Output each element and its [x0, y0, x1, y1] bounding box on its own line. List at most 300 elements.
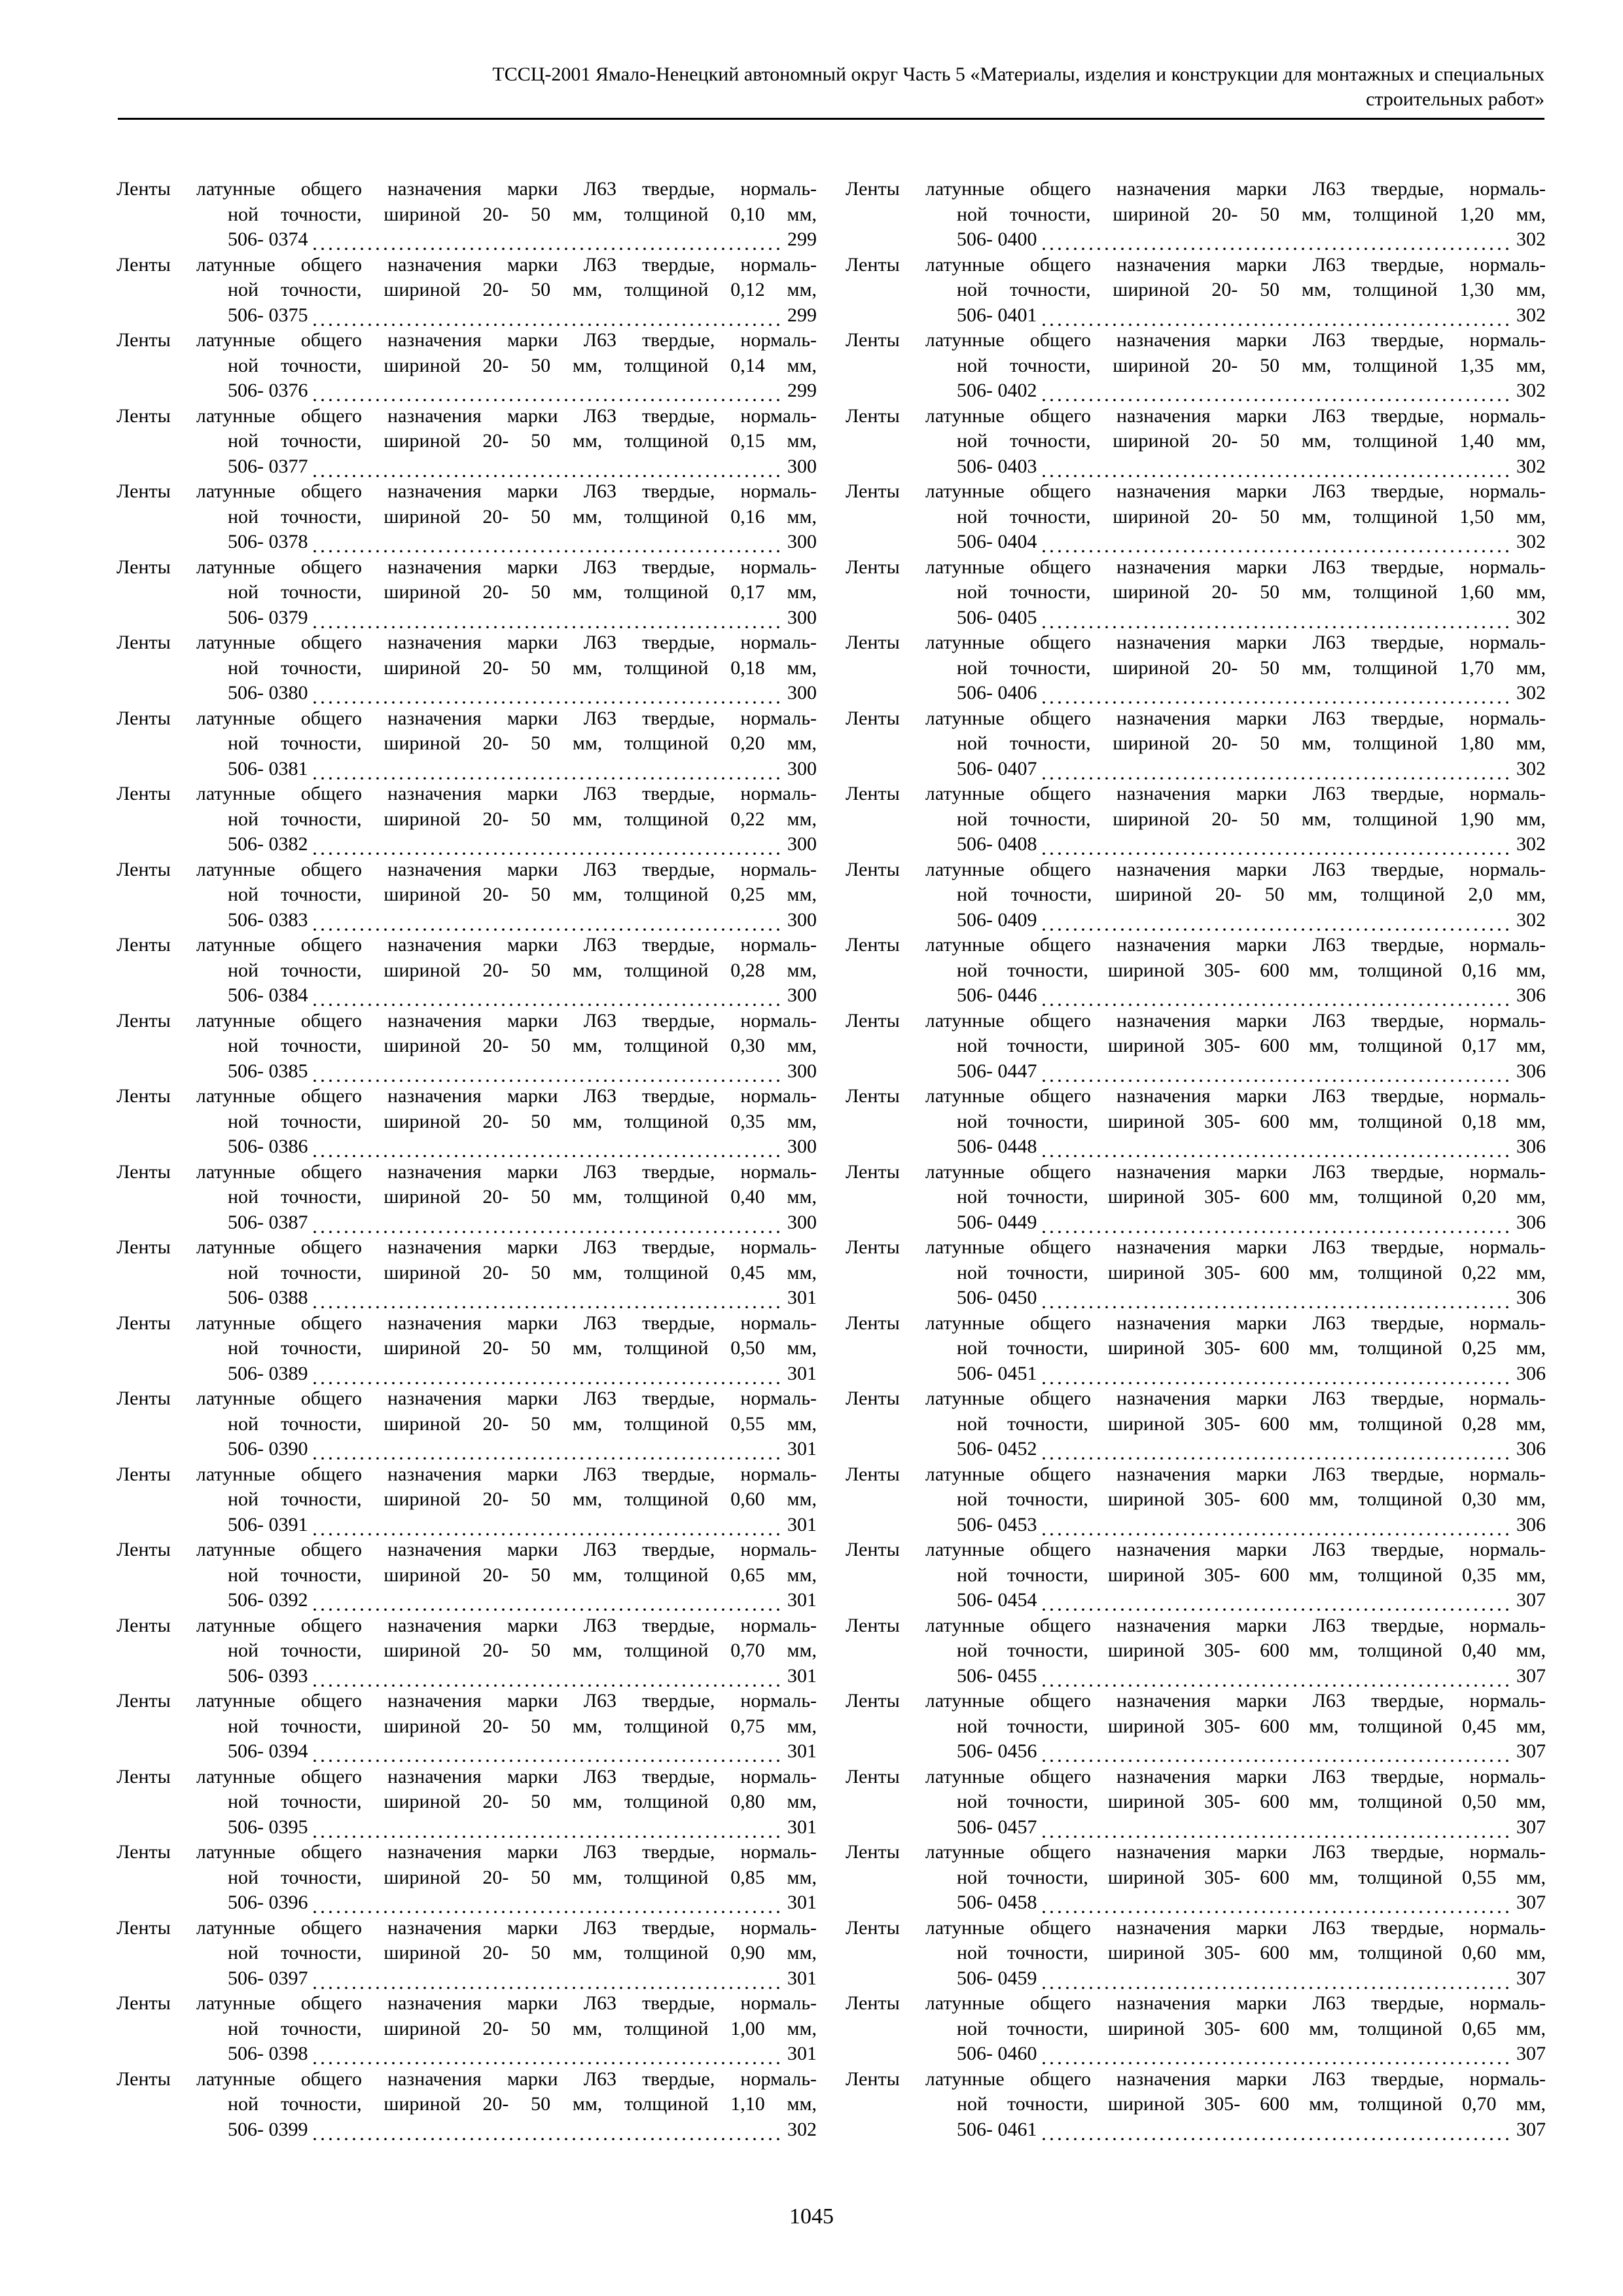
index-entry: [116, 1235, 817, 1311]
entry-line-1: Ленты латунные общего назначения марки Л63 твердые, нормаль-: [116, 1463, 817, 1485]
entry-code: 506- 0383: [228, 908, 308, 931]
dot-leader: [311, 1513, 785, 1538]
entry-page: 301: [787, 2043, 817, 2064]
entry-page: 307: [1516, 2043, 1546, 2064]
entry-code: 506- 0456: [957, 1740, 1037, 1762]
entry-code-line: [846, 983, 1546, 1009]
entry-code: 506- 0455: [957, 1664, 1037, 1687]
dot-leader: [1040, 1588, 1514, 1613]
entry-line-1: Ленты латунные общего назначения марки Л63 твердые, нормаль-: [116, 1614, 817, 1636]
entry-code: 506- 0390: [228, 1438, 308, 1460]
entry-line-1: Ленты латунные общего назначения марки Л63 твердые, нормаль-: [116, 1009, 817, 1031]
entry-line-2: ной точности, шириной 305- 600 мм, толщиной 0,35 мм,: [957, 1564, 1546, 1586]
entry-code: 506- 0446: [957, 984, 1037, 1006]
entry-code-line: [846, 1285, 1546, 1311]
header-rule: [118, 118, 1544, 120]
entry-line-1: Ленты латунные общего назначения марки Л63 твердые, нормаль-: [116, 1690, 817, 1712]
entry-page: 300: [787, 833, 817, 855]
index-entry: [116, 1160, 817, 1236]
entry-line-2: ной точности, шириной 20- 50 мм, толщиной 1,60 мм,: [957, 581, 1546, 603]
entry-page: 301: [787, 1589, 817, 1611]
entry-code: 506- 0408: [957, 833, 1037, 855]
entry-code: 506- 0407: [957, 757, 1037, 780]
entry-code-line: [116, 757, 817, 782]
entry-code: 506- 0403: [957, 455, 1037, 477]
entry-line-1: Ленты латунные общего назначения марки Л63 твердые, нормаль-: [116, 707, 817, 729]
entry-code: 506- 0449: [957, 1211, 1037, 1233]
entry-line-2: ной точности, шириной 20- 50 мм, толщиной 1,80 мм,: [957, 732, 1546, 754]
entry-code: 506- 0389: [228, 1362, 308, 1384]
entry-page: 300: [787, 908, 817, 931]
entry-line-2: ной точности, шириной 20- 50 мм, толщиной 0,75 мм,: [228, 1715, 817, 1737]
entry-line-1: Ленты латунные общего назначения марки Л63 твердые, нормаль-: [846, 1312, 1546, 1334]
entry-code: 506- 0447: [957, 1060, 1037, 1082]
entry-page: 307: [1516, 1892, 1546, 1913]
entry-code-line: [846, 454, 1546, 480]
entry-line-2: ной точности, шириной 20- 50 мм, толщиной 1,00 мм,: [228, 2017, 817, 2039]
entry-page: 300: [787, 984, 817, 1006]
entry-line-1: Ленты латунные общего назначения марки Л63 твердые, нормаль-: [116, 1841, 817, 1863]
entry-line-2: ной точности, шириной 20- 50 мм, толщиной 0,70 мм,: [228, 1640, 817, 1661]
index-entry: [846, 706, 1546, 782]
index-entry: [116, 479, 817, 555]
index-entry: [846, 781, 1546, 857]
entry-page: 306: [1516, 1136, 1546, 1157]
entry-code: 506- 0451: [957, 1362, 1037, 1384]
entry-line-2: ной точности, шириной 20- 50 мм, толщиной 0,28 мм,: [228, 959, 817, 981]
dot-leader: [311, 1588, 785, 1613]
entry-page: 302: [1516, 228, 1546, 250]
dot-leader: [1040, 2117, 1514, 2143]
entry-code: 506- 0393: [228, 1664, 308, 1687]
entry-line-1: Ленты латунные общего назначения марки Л63 твердые, нормаль-: [846, 329, 1546, 351]
dot-leader: [311, 1210, 785, 1236]
entry-code-line: [846, 529, 1546, 555]
dot-leader: [1040, 529, 1514, 555]
index-entry: [846, 1613, 1546, 1689]
entry-code: 506- 0454: [957, 1589, 1037, 1611]
entry-line-2: ной точности, шириной 305- 600 мм, толщиной 0,60 мм,: [957, 1942, 1546, 1964]
entry-page: 306: [1516, 1513, 1546, 1535]
index-entry: [846, 177, 1546, 253]
entry-page: 301: [787, 1892, 817, 1913]
entry-code: 506- 0395: [228, 1816, 308, 1838]
entry-code: 506- 0461: [957, 2118, 1037, 2140]
index-entry: [846, 1462, 1546, 1538]
entry-line-2: ной точности, шириной 20- 50 мм, толщиной 1,90 мм,: [957, 808, 1546, 830]
index-entry: [116, 1386, 817, 1462]
entry-page: 307: [1516, 1664, 1546, 1687]
index-entry: [116, 1991, 817, 2067]
entry-code-line: [846, 1513, 1546, 1538]
header-line-2: строительных работ»: [1366, 88, 1544, 110]
entry-page: 301: [787, 1513, 817, 1535]
entry-line-2: ной точности, шириной 305- 600 мм, толщиной 0,65 мм,: [957, 2017, 1546, 2039]
entry-line-1: Ленты латунные общего назначения марки Л63 твердые, нормаль-: [116, 556, 817, 578]
entry-line-2: ной точности, шириной 20- 50 мм, толщиной 0,40 мм,: [228, 1186, 817, 1208]
entry-line-1: Ленты латунные общего назначения марки Л63 твердые, нормаль-: [846, 858, 1546, 880]
dot-leader: [311, 605, 785, 631]
entry-code: 506- 0375: [228, 304, 308, 326]
entry-code-line: [116, 454, 817, 480]
entry-line-1: Ленты латунные общего назначения марки Л63 твердые, нормаль-: [846, 1009, 1546, 1031]
entry-code-line: [116, 1059, 817, 1085]
entry-code-line: [116, 908, 817, 933]
entry-code-line: [116, 1664, 817, 1689]
dot-leader: [311, 1664, 785, 1689]
entry-page: 302: [1516, 380, 1546, 401]
index-entry: [846, 1160, 1546, 1236]
entry-code-line: [846, 605, 1546, 631]
index-entry: [116, 1689, 817, 1765]
index-entry: [116, 404, 817, 480]
entry-line-2: ной точности, шириной 20- 50 мм, толщиной 1,30 мм,: [957, 279, 1546, 300]
dot-leader: [311, 1890, 785, 1916]
dot-leader: [1040, 983, 1514, 1009]
entry-line-1: Ленты латунные общего назначения марки Л63 твердые, нормаль-: [846, 1463, 1546, 1485]
entry-code-line: [846, 1134, 1546, 1160]
dot-leader: [311, 1966, 785, 1992]
entry-line-1: Ленты латунные общего назначения марки Л63 твердые, нормаль-: [846, 1388, 1546, 1409]
entry-line-1: Ленты латунные общего назначения марки Л63 твердые, нормаль-: [116, 1160, 817, 1183]
entry-code-line: [116, 2117, 817, 2143]
entry-line-2: ной точности, шириной 305- 600 мм, толщиной 0,30 мм,: [957, 1488, 1546, 1510]
entry-line-2: ной точности, шириной 20- 50 мм, толщиной 0,22 мм,: [228, 808, 817, 830]
entry-line-2: ной точности, шириной 305- 600 мм, толщиной 0,28 мм,: [957, 1412, 1546, 1435]
index-entry: [116, 1916, 817, 1992]
entry-line-2: ной точности, шириной 305- 600 мм, толщиной 0,16 мм,: [957, 959, 1546, 981]
entry-code-line: [846, 2041, 1546, 2067]
entry-line-1: Ленты латунные общего назначения марки Л63 твердые, нормаль-: [116, 1765, 817, 1787]
entry-code: 506- 0391: [228, 1513, 308, 1535]
index-entry: [116, 1840, 817, 1916]
entry-line-2: ной точности, шириной 20- 50 мм, толщиной 1,50 мм,: [957, 505, 1546, 528]
index-entry: [846, 1311, 1546, 1387]
entry-code-line: [846, 1588, 1546, 1613]
entry-code-line: [116, 1361, 817, 1387]
entry-line-2: ной точности, шириной 20- 50 мм, толщиной 1,70 мм,: [957, 656, 1546, 679]
index-entry: [846, 404, 1546, 480]
page-header: [118, 62, 1544, 112]
entry-line-2: ной точности, шириной 20- 50 мм, толщиной 0,17 мм,: [228, 581, 817, 603]
entry-page: 306: [1516, 1060, 1546, 1082]
entry-code: 506- 0458: [957, 1892, 1037, 1913]
entry-code: 506- 0399: [228, 2118, 308, 2140]
entry-line-2: ной точности, шириной 20- 50 мм, толщиной 1,10 мм,: [228, 2093, 817, 2115]
entry-code-line: [846, 1361, 1546, 1387]
entry-code-line: [116, 529, 817, 555]
entry-page: 302: [1516, 304, 1546, 326]
index-entry: [846, 253, 1546, 329]
left-column: [116, 177, 817, 2142]
entry-code: 506- 0406: [957, 682, 1037, 704]
entry-line-2: ной точности, шириной 20- 50 мм, толщиной 0,80 мм,: [228, 1791, 817, 1812]
entry-line-1: Ленты латунные общего назначения марки Л63 твердые, нормаль-: [846, 632, 1546, 653]
dot-leader: [311, 1815, 785, 1840]
entry-code-line: [116, 2041, 817, 2067]
index-entry: [846, 1840, 1546, 1916]
entry-line-2: ной точности, шириной 305- 600 мм, толщиной 0,45 мм,: [957, 1715, 1546, 1737]
entry-code: 506- 0402: [957, 380, 1037, 401]
dot-leader: [1040, 908, 1514, 933]
entry-line-1: Ленты латунные общего назначения марки Л63 твердые, нормаль-: [116, 2068, 817, 2090]
entry-code: 506- 0397: [228, 1967, 308, 1989]
index-entry: [846, 1386, 1546, 1462]
index-entry: [116, 177, 817, 253]
entry-page: 300: [787, 757, 817, 780]
entry-page: 299: [787, 228, 817, 250]
entry-line-1: Ленты латунные общего назначения марки Л63 твердые, нормаль-: [846, 2068, 1546, 2090]
entry-code-line: [846, 1739, 1546, 1765]
entry-page: 300: [787, 531, 817, 552]
entry-line-1: Ленты латунные общего назначения марки Л63 твердые, нормаль-: [846, 1085, 1546, 1107]
entry-code-line: [116, 378, 817, 404]
dot-leader: [311, 832, 785, 857]
entry-line-1: Ленты латунные общего назначения марки Л63 твердые, нормаль-: [116, 1236, 817, 1258]
entry-code-line: [846, 1437, 1546, 1462]
dot-leader: [311, 757, 785, 782]
entry-line-2: ной точности, шириной 20- 50 мм, толщиной 0,35 мм,: [228, 1110, 817, 1132]
dot-leader: [1040, 227, 1514, 253]
dot-leader: [311, 1134, 785, 1160]
dot-leader: [1040, 1437, 1514, 1462]
entry-code-line: [846, 227, 1546, 253]
entry-code: 506- 0409: [957, 908, 1037, 931]
entry-page: 301: [787, 1967, 817, 1989]
dot-leader: [311, 1285, 785, 1311]
dot-leader: [311, 681, 785, 706]
entry-code-line: [846, 757, 1546, 782]
dot-leader: [1040, 1739, 1514, 1765]
entry-line-2: ной точности, шириной 305- 600 мм, толщиной 0,50 мм,: [957, 1791, 1546, 1812]
entry-code-line: [116, 1588, 817, 1613]
entry-line-2: ной точности, шириной 20- 50 мм, толщиной 0,90 мм,: [228, 1942, 817, 1964]
entry-code: 506- 0380: [228, 682, 308, 704]
dot-leader: [1040, 1210, 1514, 1236]
dot-leader: [311, 1361, 785, 1387]
entry-code-line: [846, 1966, 1546, 1992]
header-line-1: ТССЦ-2001 Ямало-Ненецкий автономный округ Часть 5 «Материалы, изделия и конструкции для монтажных и специальных: [492, 63, 1544, 85]
entry-page: 301: [787, 1438, 817, 1460]
entry-code-line: [116, 227, 817, 253]
entry-code-line: [846, 378, 1546, 404]
entry-code-line: [846, 1059, 1546, 1085]
dot-leader: [311, 454, 785, 480]
entry-code: 506- 0448: [957, 1136, 1037, 1157]
entry-line-1: Ленты латунные общего назначения марки Л63 твердые, нормаль-: [116, 1085, 817, 1107]
index-entry: [116, 1311, 817, 1387]
dot-leader: [1040, 1966, 1514, 1992]
entry-line-1: Ленты латунные общего назначения марки Л63 твердые, нормаль-: [116, 178, 817, 200]
entry-code-line: [116, 1890, 817, 1916]
entry-line-2: ной точности, шириной 20- 50 мм, толщиной 1,35 мм,: [957, 354, 1546, 376]
entry-line-2: ной точности, шириной 20- 50 мм, толщиной 0,55 мм,: [228, 1412, 817, 1435]
entry-code: 506- 0382: [228, 833, 308, 855]
entry-line-1: Ленты латунные общего назначения марки Л63 твердые, нормаль-: [116, 632, 817, 653]
entry-code: 506- 0387: [228, 1211, 308, 1233]
entry-page: 306: [1516, 1211, 1546, 1233]
entry-code: 506- 0385: [228, 1060, 308, 1082]
entry-page: 300: [787, 1060, 817, 1082]
entry-code-line: [116, 1210, 817, 1236]
entry-page: 302: [1516, 682, 1546, 704]
entry-page: 302: [1516, 455, 1546, 477]
entry-code-line: [116, 832, 817, 857]
entry-code: 506- 0377: [228, 455, 308, 477]
entry-code-line: [116, 1134, 817, 1160]
entry-line-2: ной точности, шириной 20- 50 мм, толщиной 0,60 мм,: [228, 1488, 817, 1510]
entry-page: 300: [787, 606, 817, 628]
entry-code-line: [846, 2117, 1546, 2143]
index-entry: [846, 1689, 1546, 1765]
entry-page: 307: [1516, 1740, 1546, 1762]
dot-leader: [1040, 1059, 1514, 1085]
entry-line-2: ной точности, шириной 20- 50 мм, толщиной 0,65 мм,: [228, 1564, 817, 1586]
entry-line-1: Ленты латунные общего назначения марки Л63 твердые, нормаль-: [846, 783, 1546, 804]
entry-code-line: [846, 1815, 1546, 1840]
dot-leader: [1040, 1361, 1514, 1387]
entry-line-2: ной точности, шириной 305- 600 мм, толщиной 0,25 мм,: [957, 1337, 1546, 1359]
entry-code-line: [846, 1890, 1546, 1916]
index-entry: [846, 630, 1546, 706]
entry-page: 301: [787, 1362, 817, 1384]
dot-leader: [1040, 1890, 1514, 1916]
entry-code-line: [116, 1966, 817, 1992]
entry-code: 506- 0457: [957, 1816, 1037, 1838]
entry-code: 506- 0384: [228, 984, 308, 1006]
entry-line-1: Ленты латунные общего назначения марки Л63 твердые, нормаль-: [846, 934, 1546, 956]
entry-line-1: Ленты латунные общего назначения марки Л63 твердые, нормаль-: [846, 1236, 1546, 1258]
entry-page: 302: [1516, 908, 1546, 931]
entry-line-1: Ленты латунные общего назначения марки Л63 твердые, нормаль-: [116, 858, 817, 880]
entry-line-2: ной точности, шириной 20- 50 мм, толщиной 0,20 мм,: [228, 732, 817, 754]
entry-line-1: Ленты латунные общего назначения марки Л63 твердые, нормаль-: [846, 1841, 1546, 1863]
entry-code-line: [116, 1815, 817, 1840]
entry-code-line: [846, 303, 1546, 329]
entry-page: 300: [787, 1211, 817, 1233]
entry-code-line: [116, 681, 817, 706]
index-entry: [846, 479, 1546, 555]
entry-line-2: ной точности, шириной 20- 50 мм, толщиной 0,30 мм,: [228, 1035, 817, 1056]
entry-line-1: Ленты латунные общего назначения марки Л63 твердые, нормаль-: [116, 1539, 817, 1560]
dot-leader: [311, 2117, 785, 2143]
entry-line-1: Ленты латунные общего назначения марки Л63 твердые, нормаль-: [846, 178, 1546, 200]
index-entry: [846, 1009, 1546, 1085]
dot-leader: [1040, 1664, 1514, 1689]
entry-line-1: Ленты латунные общего назначения марки Л63 твердые, нормаль-: [116, 480, 817, 502]
entry-page: 302: [1516, 606, 1546, 628]
entry-line-1: Ленты латунные общего назначения марки Л63 твердые, нормаль-: [846, 1160, 1546, 1183]
entry-page: 300: [787, 1136, 817, 1157]
dot-leader: [1040, 605, 1514, 631]
dot-leader: [1040, 1134, 1514, 1160]
entry-code: 506- 0450: [957, 1287, 1037, 1308]
entry-page: 307: [1516, 1967, 1546, 1989]
dot-leader: [1040, 378, 1514, 404]
index-entry: [116, 781, 817, 857]
dot-leader: [311, 1437, 785, 1462]
entry-line-2: ной точности, шириной 305- 600 мм, толщиной 0,18 мм,: [957, 1110, 1546, 1132]
entry-line-2: ной точности, шириной 20- 50 мм, толщиной 0,45 мм,: [228, 1261, 817, 1283]
entry-line-2: ной точности, шириной 20- 50 мм, толщиной 0,12 мм,: [228, 279, 817, 300]
entry-page: 301: [787, 1740, 817, 1762]
index-entry: [846, 2067, 1546, 2143]
entry-code-line: [116, 303, 817, 329]
index-entry: [116, 1613, 817, 1689]
entry-code: 506- 0392: [228, 1589, 308, 1611]
entry-line-1: Ленты латунные общего назначения марки Л63 твердые, нормаль-: [846, 480, 1546, 502]
entry-line-1: Ленты латунные общего назначения марки Л63 твердые, нормаль-: [846, 1614, 1546, 1636]
entry-line-1: Ленты латунные общего назначения марки Л63 твердые, нормаль-: [846, 1992, 1546, 2014]
index-entry: [116, 857, 817, 933]
entry-page: 302: [1516, 757, 1546, 780]
entry-line-1: Ленты латунные общего назначения марки Л63 твердые, нормаль-: [846, 556, 1546, 578]
entry-code: 506- 0396: [228, 1892, 308, 1913]
entry-line-2: ной точности, шириной 305- 600 мм, толщиной 0,22 мм,: [957, 1261, 1546, 1283]
dot-leader: [1040, 832, 1514, 857]
entry-line-2: ной точности, шириной 305- 600 мм, толщиной 0,40 мм,: [957, 1640, 1546, 1661]
entry-page: 302: [1516, 531, 1546, 552]
index-entry: [116, 2067, 817, 2143]
entry-code: 506- 0453: [957, 1513, 1037, 1535]
entry-line-2: ной точности, шириной 20- 50 мм, толщиной 0,15 мм,: [228, 430, 817, 452]
index-entry: [116, 1462, 817, 1538]
dot-leader: [311, 1059, 785, 1085]
entry-line-2: ной точности, шириной 20- 50 мм, толщиной 0,85 мм,: [228, 1866, 817, 1888]
dot-leader: [1040, 303, 1514, 329]
entry-line-2: ной точности, шириной 305- 600 мм, толщиной 0,20 мм,: [957, 1186, 1546, 1208]
entry-code: 506- 0386: [228, 1136, 308, 1157]
entry-line-2: ной точности, шириной 20- 50 мм, толщиной 1,40 мм,: [957, 430, 1546, 452]
entry-code: 506- 0452: [957, 1438, 1037, 1460]
entry-line-1: Ленты латунные общего назначения марки Л63 твердые, нормаль-: [846, 1765, 1546, 1787]
index-entry: [846, 1991, 1546, 2067]
dot-leader: [311, 378, 785, 404]
entry-line-2: ной точности, шириной 305- 600 мм, толщиной 0,55 мм,: [957, 1866, 1546, 1888]
entry-code-line: [116, 1739, 817, 1765]
entry-page: 307: [1516, 1589, 1546, 1611]
dot-leader: [1040, 454, 1514, 480]
entry-line-1: Ленты латунные общего назначения марки Л63 твердые, нормаль-: [846, 404, 1546, 427]
entry-line-2: ной точности, шириной 305- 600 мм, толщиной 0,17 мм,: [957, 1035, 1546, 1056]
dot-leader: [311, 908, 785, 933]
index-entry: [116, 555, 817, 631]
dot-leader: [311, 303, 785, 329]
dot-leader: [1040, 2041, 1514, 2067]
entry-line-2: ной точности, шириной 20- 50 мм, толщиной 0,18 мм,: [228, 656, 817, 679]
entry-line-1: Ленты латунные общего назначения марки Л63 твердые, нормаль-: [116, 1916, 817, 1939]
entry-code: 506- 0398: [228, 2043, 308, 2064]
entry-line-1: Ленты латунные общего назначения марки Л63 твердые, нормаль-: [846, 1916, 1546, 1939]
dot-leader: [311, 529, 785, 555]
entry-code-line: [116, 1513, 817, 1538]
entry-line-1: Ленты латунные общего назначения марки Л63 твердые, нормаль-: [846, 707, 1546, 729]
entry-line-1: Ленты латунные общего назначения марки Л63 твердые, нормаль-: [846, 253, 1546, 276]
entry-code-line: [116, 983, 817, 1009]
entry-line-1: Ленты латунные общего назначения марки Л63 твердые, нормаль-: [116, 1992, 817, 2014]
entry-line-2: ной точности, шириной 20- 50 мм, толщиной 0,10 мм,: [228, 203, 817, 225]
entry-page: 300: [787, 682, 817, 704]
entry-line-2: ной точности, шириной 20- 50 мм, толщиной 1,20 мм,: [957, 203, 1546, 225]
entry-line-1: Ленты латунные общего назначения марки Л63 твердые, нормаль-: [116, 1312, 817, 1334]
entry-line-1: Ленты латунные общего назначения марки Л63 твердые, нормаль-: [116, 1388, 817, 1409]
entry-code-line: [116, 1437, 817, 1462]
entry-page: 306: [1516, 1362, 1546, 1384]
entry-line-2: ной точности, шириной 305- 600 мм, толщиной 0,70 мм,: [957, 2093, 1546, 2115]
entry-code: 506- 0459: [957, 1967, 1037, 1989]
index-entry: [846, 933, 1546, 1009]
index-entry: [846, 1537, 1546, 1613]
